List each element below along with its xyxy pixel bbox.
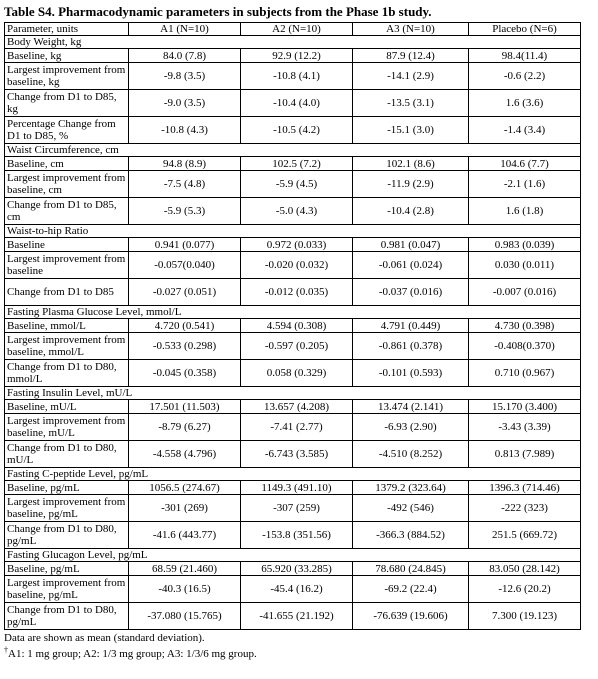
value-cell: -4.558 (4.796) bbox=[129, 441, 241, 468]
value-cell: -37.080 (15.765) bbox=[129, 603, 241, 630]
value-cell: -8.79 (6.27) bbox=[129, 414, 241, 441]
value-cell: -0.007 (0.016) bbox=[469, 279, 581, 306]
value-cell: 1149.3 (491.10) bbox=[241, 481, 353, 495]
table-row bbox=[5, 252, 581, 279]
value-cell: -12.6 (20.2) bbox=[469, 576, 581, 603]
value-cell: -4.510 (8.252) bbox=[353, 441, 469, 468]
table-row bbox=[5, 117, 581, 144]
section-row bbox=[5, 144, 581, 157]
section-row bbox=[5, 549, 581, 562]
section-row bbox=[5, 36, 581, 49]
footnote-groups bbox=[4, 647, 257, 661]
value-cell: -0.408(0.370) bbox=[469, 333, 581, 360]
row-label: Percentage Change from D1 to D85, % bbox=[5, 117, 129, 144]
section-title: Fasting Plasma Glucose Level, mmol/L bbox=[5, 306, 581, 319]
row-label: Largest improvement from baseline, kg bbox=[5, 63, 129, 90]
value-cell: 1396.3 (714.46) bbox=[469, 481, 581, 495]
table-row bbox=[5, 414, 581, 441]
section-row bbox=[5, 225, 581, 238]
value-cell: 0.030 (0.011) bbox=[469, 252, 581, 279]
value-cell: -492 (546) bbox=[353, 495, 469, 522]
pharmacodynamic-table bbox=[4, 22, 581, 630]
value-cell: -0.061 (0.024) bbox=[353, 252, 469, 279]
value-cell: 17.501 (11.503) bbox=[129, 400, 241, 414]
table-title: Table S4. Pharmacodynamic parameters in subjects from the Phase 1b study. bbox=[4, 4, 432, 19]
value-cell: 4.594 (0.308) bbox=[241, 319, 353, 333]
table-row bbox=[5, 441, 581, 468]
value-cell: -5.9 (4.5) bbox=[241, 171, 353, 198]
table-row bbox=[5, 603, 581, 630]
value-cell: -0.101 (0.593) bbox=[353, 360, 469, 387]
value-cell: 0.981 (0.047) bbox=[353, 238, 469, 252]
row-label: Change from D1 to D85, kg bbox=[5, 90, 129, 117]
row-label: Baseline, pg/mL bbox=[5, 562, 129, 576]
value-cell: 0.710 (0.967) bbox=[469, 360, 581, 387]
value-cell: 13.474 (2.141) bbox=[353, 400, 469, 414]
row-label: Change from D1 to D80, pg/mL bbox=[5, 603, 129, 630]
value-cell: -40.3 (16.5) bbox=[129, 576, 241, 603]
value-cell: 1.6 (3.6) bbox=[469, 90, 581, 117]
section-row bbox=[5, 387, 581, 400]
value-cell: -153.8 (351.56) bbox=[241, 522, 353, 549]
row-label: Largest improvement from baseline bbox=[5, 252, 129, 279]
value-cell: 0.058 (0.329) bbox=[241, 360, 353, 387]
value-cell: -10.4 (4.0) bbox=[241, 90, 353, 117]
value-cell: -0.037 (0.016) bbox=[353, 279, 469, 306]
value-cell: -307 (259) bbox=[241, 495, 353, 522]
value-cell: -10.5 (4.2) bbox=[241, 117, 353, 144]
value-cell: 15.170 (3.400) bbox=[469, 400, 581, 414]
section-row bbox=[5, 468, 581, 481]
row-label: Largest improvement from baseline, mU/L bbox=[5, 414, 129, 441]
table-row bbox=[5, 198, 581, 225]
row-label: Change from D1 to D80, mU/L bbox=[5, 441, 129, 468]
value-cell: -222 (323) bbox=[469, 495, 581, 522]
value-cell: -0.597 (0.205) bbox=[241, 333, 353, 360]
value-cell: -3.43 (3.39) bbox=[469, 414, 581, 441]
value-cell: 13.657 (4.208) bbox=[241, 400, 353, 414]
row-label: Largest improvement from baseline, pg/mL bbox=[5, 495, 129, 522]
value-cell: 251.5 (669.72) bbox=[469, 522, 581, 549]
table-row bbox=[5, 481, 581, 495]
value-cell: -5.0 (4.3) bbox=[241, 198, 353, 225]
value-cell: -69.2 (22.4) bbox=[353, 576, 469, 603]
value-cell: 78.680 (24.845) bbox=[353, 562, 469, 576]
table-row bbox=[5, 171, 581, 198]
value-cell: -14.1 (2.9) bbox=[353, 63, 469, 90]
value-cell: -0.861 (0.378) bbox=[353, 333, 469, 360]
value-cell: -45.4 (16.2) bbox=[241, 576, 353, 603]
value-cell: 68.59 (21.460) bbox=[129, 562, 241, 576]
value-cell: 98.4(11.4) bbox=[469, 49, 581, 63]
value-cell: -301 (269) bbox=[129, 495, 241, 522]
value-cell: 102.1 (8.6) bbox=[353, 157, 469, 171]
row-label: Change from D1 to D85 bbox=[5, 279, 129, 306]
value-cell: -9.8 (3.5) bbox=[129, 63, 241, 90]
value-cell: -10.8 (4.3) bbox=[129, 117, 241, 144]
header-parameter: Parameter, units bbox=[5, 23, 129, 36]
row-label: Baseline, mmol/L bbox=[5, 319, 129, 333]
value-cell: -0.6 (2.2) bbox=[469, 63, 581, 90]
value-cell: -0.533 (0.298) bbox=[129, 333, 241, 360]
value-cell: 4.720 (0.541) bbox=[129, 319, 241, 333]
value-cell: 0.972 (0.033) bbox=[241, 238, 353, 252]
value-cell: -13.5 (3.1) bbox=[353, 90, 469, 117]
row-label: Largest improvement from baseline, mmol/L bbox=[5, 333, 129, 360]
row-label: Change from D1 to D85, cm bbox=[5, 198, 129, 225]
table-row bbox=[5, 522, 581, 549]
value-cell: 0.983 (0.039) bbox=[469, 238, 581, 252]
table-row bbox=[5, 576, 581, 603]
header-a2: A2 (N=10) bbox=[241, 23, 353, 36]
footnote-mean-sd: Data are shown as mean (standard deviation). bbox=[4, 632, 205, 644]
value-cell: 84.0 (7.8) bbox=[129, 49, 241, 63]
table-row bbox=[5, 279, 581, 306]
value-cell: -11.9 (2.9) bbox=[353, 171, 469, 198]
value-cell: -0.045 (0.358) bbox=[129, 360, 241, 387]
section-title: Fasting Glucagon Level, pg/mL bbox=[5, 549, 581, 562]
value-cell: 4.730 (0.398) bbox=[469, 319, 581, 333]
table-row bbox=[5, 400, 581, 414]
value-cell: -76.639 (19.606) bbox=[353, 603, 469, 630]
table-row bbox=[5, 562, 581, 576]
value-cell: -7.5 (4.8) bbox=[129, 171, 241, 198]
value-cell: 0.813 (7.989) bbox=[469, 441, 581, 468]
value-cell: -41.6 (443.77) bbox=[129, 522, 241, 549]
table-row bbox=[5, 495, 581, 522]
header-placebo: Placebo (N=6) bbox=[469, 23, 581, 36]
value-cell: -366.3 (884.52) bbox=[353, 522, 469, 549]
value-cell: 4.791 (0.449) bbox=[353, 319, 469, 333]
value-cell: 1056.5 (274.67) bbox=[129, 481, 241, 495]
table-row bbox=[5, 157, 581, 171]
value-cell: 0.941 (0.077) bbox=[129, 238, 241, 252]
value-cell: -41.655 (21.192) bbox=[241, 603, 353, 630]
value-cell: -6.93 (2.90) bbox=[353, 414, 469, 441]
value-cell: -10.4 (2.8) bbox=[353, 198, 469, 225]
footnote-groups-text: A1: 1 mg group; A2: 1/3 mg group; A3: 1/3/6 mg group. bbox=[8, 648, 257, 660]
value-cell: 104.6 (7.7) bbox=[469, 157, 581, 171]
value-cell: 87.9 (12.4) bbox=[353, 49, 469, 63]
header-a1: A1 (N=10) bbox=[129, 23, 241, 36]
value-cell: -10.8 (4.1) bbox=[241, 63, 353, 90]
value-cell: -9.0 (3.5) bbox=[129, 90, 241, 117]
row-label: Baseline, cm bbox=[5, 157, 129, 171]
value-cell: -7.41 (2.77) bbox=[241, 414, 353, 441]
table-row bbox=[5, 238, 581, 252]
value-cell: -15.1 (3.0) bbox=[353, 117, 469, 144]
value-cell: -6.743 (3.585) bbox=[241, 441, 353, 468]
table-row bbox=[5, 63, 581, 90]
header-row bbox=[5, 23, 581, 36]
footnote-dagger: † bbox=[4, 645, 8, 655]
section-title: Fasting C-peptide Level, pg/mL bbox=[5, 468, 581, 481]
value-cell: 102.5 (7.2) bbox=[241, 157, 353, 171]
section-title: Body Weight, kg bbox=[5, 36, 581, 49]
row-label: Baseline bbox=[5, 238, 129, 252]
section-title: Fasting Insulin Level, mU/L bbox=[5, 387, 581, 400]
value-cell: 83.050 (28.142) bbox=[469, 562, 581, 576]
row-label: Baseline, kg bbox=[5, 49, 129, 63]
table-row bbox=[5, 49, 581, 63]
value-cell: 94.8 (8.9) bbox=[129, 157, 241, 171]
table-row bbox=[5, 333, 581, 360]
value-cell: -0.020 (0.032) bbox=[241, 252, 353, 279]
value-cell: -0.012 (0.035) bbox=[241, 279, 353, 306]
value-cell: -5.9 (5.3) bbox=[129, 198, 241, 225]
row-label: Largest improvement from baseline, pg/mL bbox=[5, 576, 129, 603]
value-cell: 7.300 (19.123) bbox=[469, 603, 581, 630]
row-label: Baseline, mU/L bbox=[5, 400, 129, 414]
table-body bbox=[5, 23, 581, 630]
row-label: Baseline, pg/mL bbox=[5, 481, 129, 495]
value-cell: 1.6 (1.8) bbox=[469, 198, 581, 225]
row-label: Change from D1 to D80, pg/mL bbox=[5, 522, 129, 549]
value-cell: -1.4 (3.4) bbox=[469, 117, 581, 144]
value-cell: -0.027 (0.051) bbox=[129, 279, 241, 306]
value-cell: 65.920 (33.285) bbox=[241, 562, 353, 576]
row-label: Largest improvement from baseline, cm bbox=[5, 171, 129, 198]
row-label: Change from D1 to D80, mmol/L bbox=[5, 360, 129, 387]
section-row bbox=[5, 306, 581, 319]
header-a3: A3 (N=10) bbox=[353, 23, 469, 36]
value-cell: 92.9 (12.2) bbox=[241, 49, 353, 63]
table-row bbox=[5, 90, 581, 117]
section-title: Waist Circumference, cm bbox=[5, 144, 581, 157]
section-title: Waist-to-hip Ratio bbox=[5, 225, 581, 238]
value-cell: -0.057(0.040) bbox=[129, 252, 241, 279]
table-row bbox=[5, 360, 581, 387]
table-row bbox=[5, 319, 581, 333]
value-cell: 1379.2 (323.64) bbox=[353, 481, 469, 495]
value-cell: -2.1 (1.6) bbox=[469, 171, 581, 198]
